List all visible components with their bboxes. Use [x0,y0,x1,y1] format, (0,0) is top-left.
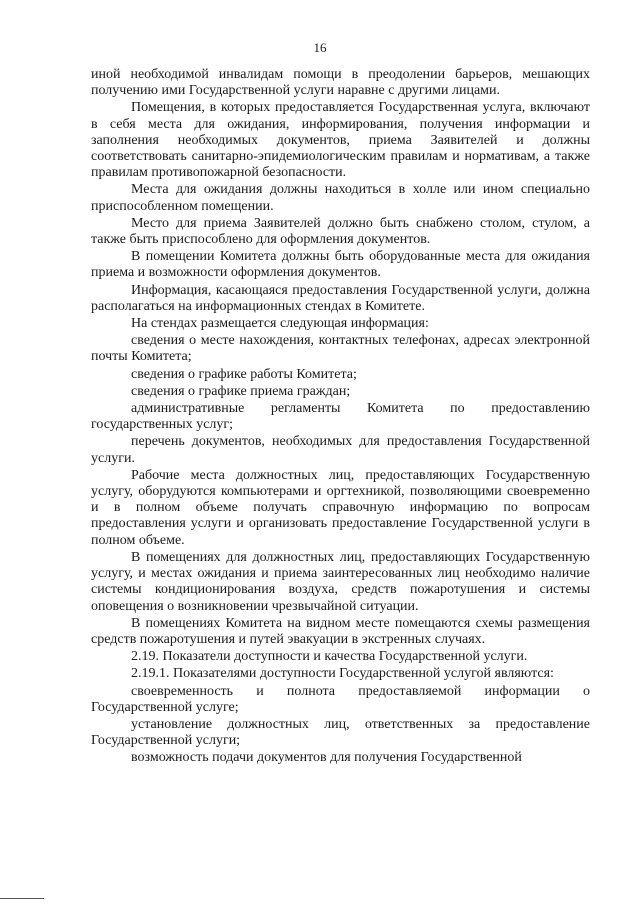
paragraph: В помещениях для должностных лиц, предоставляющих Государственную услугу, и местах ожидания и приема заинтересованных лиц необходимо наличие системы кондиционирования воздуха, средств пожаротушения и системы оповещения о возникновении чрезвычайной ситуации. [91,549,590,614]
paragraph: иной необходимой инвалидам помощи в преодолении барьеров, мешающих получению ими Государственной услуги наравне с другими лицами. [91,67,590,99]
page-number: 16 [313,40,327,55]
paragraph: Информация, касающаяся предоставления Государственной услуги, должна располагаться на информационных стендах в Комитете. [91,282,590,314]
section-heading: 2.19. Показатели доступности и качества Государственной услуги. [131,649,528,665]
list-item: установление должностных лиц, ответственных за предоставление Государственной услуги; [91,716,590,749]
paragraph: Места для ожидания должны находиться в холле или ином специально приспособленном помещении. [91,182,590,214]
list-item: перечень документов, необходимых для предоставления Государственной услуги. [91,434,590,466]
list-item: своевременность и полнота предоставляемой информации о Государственной услуге; [91,683,590,715]
list-item: административные регламенты Комитета по предоставлению государственных услуг; [91,401,590,433]
list-item: сведения о графике приема граждан; [131,383,351,399]
list-item: возможность подачи документов для получения Государственной [131,750,522,766]
bottom-edge-mark [0,898,44,899]
paragraph: На стендах размещается следующая информация: [131,316,429,332]
list-item: сведения о месте нахождения, контактных телефонах, адресах электронной почты Комитета; [91,333,590,365]
subsection-heading: 2.19.1. Показателями доступности Государственной услугой являются: [131,666,554,682]
list-item: сведения о графике работы Комитета; [131,366,357,382]
paragraph: В помещениях Комитета на видном месте помещаются схемы размещения средств пожаротушения и путей эвакуации в экстренных случаях. [91,615,590,647]
paragraph: В помещении Комитета должны быть оборудованные места для ожидания приема и возможности оформления документов. [91,249,590,281]
paragraph: Помещения, в которых предоставляется Государственная услуга, включают в себя места для ожидания, информирования, получения информации и заполнения необходимых документов, приема Заявителей и должны соответствовать санитарно-эпидемиологическим правилам и нормативам, а также правилам противопожарной безопасности. [91,100,590,181]
document-body [91,67,590,768]
paragraph: Рабочие места должностных лиц, предоставляющих Государственную услугу, оборудуются компьютерами и оргтехникой, позволяющими своевременно и в полном объеме получать справочную информацию по вопросам предоставления услуги и организовать предоставление Государственной услуги в полном объеме. [91,467,590,548]
paragraph: Место для приема Заявителей должно быть снабжено столом, стулом, а также быть приспособлено для оформления документов. [91,215,590,248]
